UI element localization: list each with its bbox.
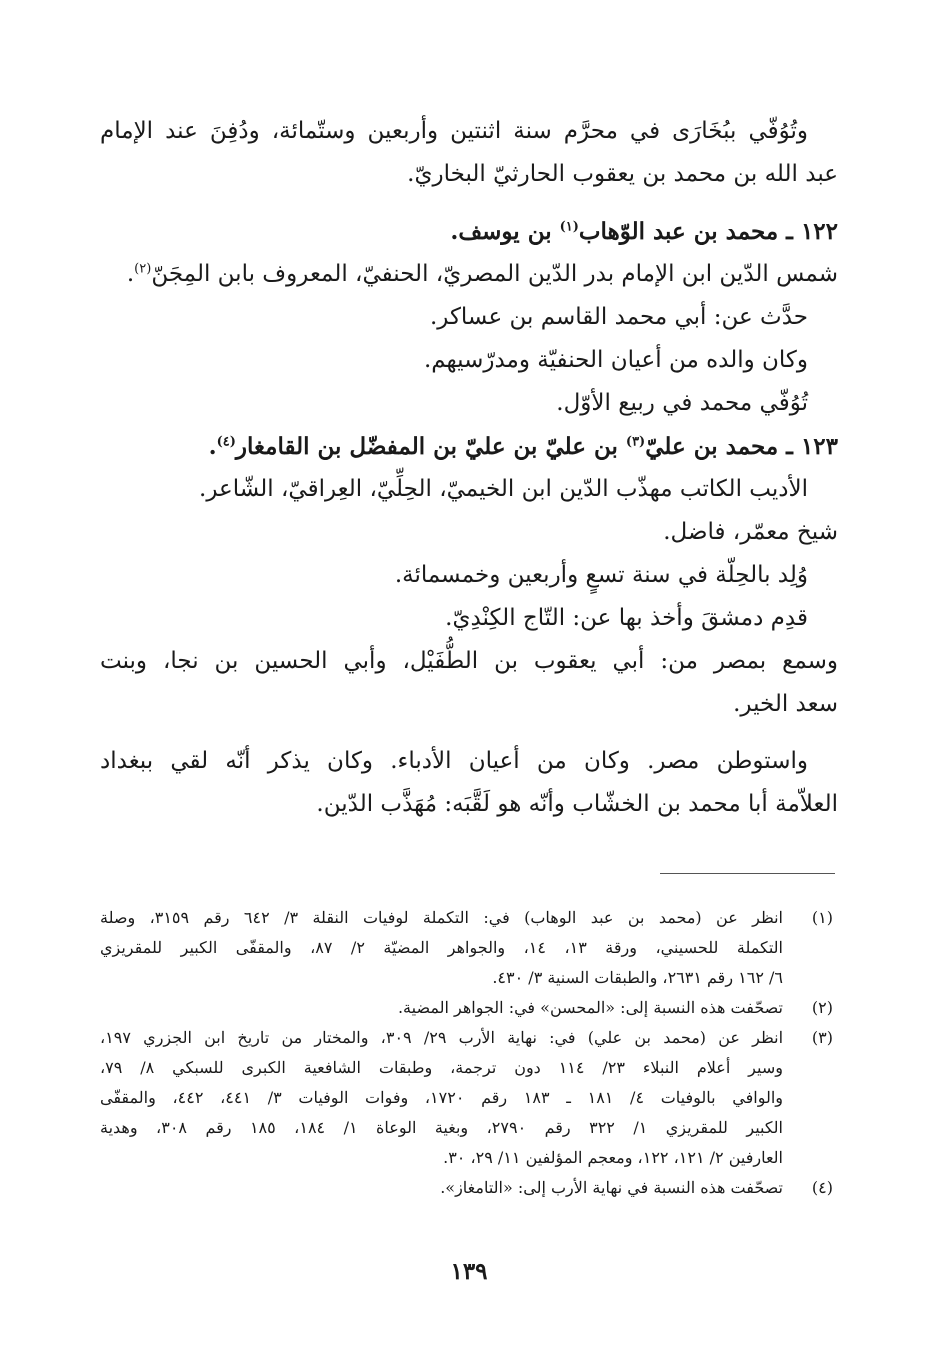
text-span: شمس الدّين ابن الإمام بدر الدّين المصريّ، الحنفيّ، المعروف بابن المِجَنّ bbox=[151, 261, 838, 287]
footnote-line: تصحّفت هذه النسبة إلى: «المحسن» في: الجواهر المضية. bbox=[397, 998, 783, 1017]
footnotes bbox=[100, 903, 838, 1203]
entry-title-end: بن يوسف. bbox=[450, 218, 560, 245]
footnote-number: (٣) bbox=[811, 1028, 833, 1047]
main-text bbox=[100, 110, 838, 826]
footnote-marker: (٣) bbox=[625, 434, 646, 450]
footnote-number: (٤) bbox=[811, 1178, 833, 1197]
text-line: شيخ معمّر، فاضل. bbox=[663, 519, 838, 545]
text-line: تُوُفّي محمد في ربيع الأوّل. bbox=[556, 390, 808, 416]
text-line: وسمع بمصر من: أبي يعقوب بن الطُّفَيْل، وأبي الحسين بن نجا، وبنت bbox=[100, 648, 838, 674]
footnote-line: انظر عن (محمد بن علي) في: نهاية الأرب ٢٩/ ٣٠٩، والمختار من تاريخ ابن الجزري ١٩٧، bbox=[100, 1028, 784, 1047]
footnote-line: العارفين ٢/ ١٢١، ١٢٢، ومعجم المؤلفين ١١/ ٢٩، ٣٠. bbox=[443, 1148, 783, 1167]
entry-title: بن عليّ بن عليّ بن المفضّل بن القامغار bbox=[235, 433, 626, 460]
paragraph-gap bbox=[100, 196, 838, 210]
footnote bbox=[100, 1023, 838, 1173]
footnote-text bbox=[100, 903, 783, 993]
text-line: قدِم دمشقَ وأخذ بها عن: التّاج الكِنْدِيّ. bbox=[445, 605, 808, 631]
entry-title: ١٢٢ ـ محمد بن عبد الوّهاب bbox=[578, 218, 838, 245]
text-line bbox=[100, 253, 838, 296]
text-line: العلاّمة أبا محمد بن الخشّاب وأنّه هو لَقَّبَه: مُهَذَّب الدّين. bbox=[316, 791, 838, 817]
text-line: وتُوُفّي ببُخَارَى في محرَّم سنة اثنتين وأربعين وستّمائة، ودُفِنَ عند الإمام bbox=[100, 118, 808, 144]
text-span: . bbox=[126, 261, 135, 287]
footnote-number: (١) bbox=[811, 908, 833, 927]
entry-heading-123 bbox=[100, 425, 838, 468]
footnote-marker: (٢) bbox=[134, 261, 152, 277]
paragraph-gap bbox=[100, 726, 838, 740]
entry-title: ١٢٣ ـ محمد بن عليّ bbox=[645, 433, 838, 460]
footnote-separator bbox=[660, 873, 835, 874]
footnote-text bbox=[100, 993, 783, 1023]
text-line: حدَّث عن: أبي محمد القاسم بن عساكر. bbox=[429, 304, 808, 330]
footnote-line: التكملة للحسيني، ورقة ١٣، ١٤، والجواهر المضيّة ٢/ ٨٧، والمقفّى الكبير للمقريزي bbox=[100, 938, 783, 957]
footnote-marker: (٤) bbox=[216, 434, 236, 450]
footnote-line: والوافي بالوفيات ٤/ ١٨١ ـ ١٨٣ رقم ١٧٢٠، وفوات الوفيات ٣/ ٤٤١، ٤٤٢، والمقفّى bbox=[100, 1088, 784, 1107]
footnote-text bbox=[100, 1173, 783, 1203]
text-line: وُلِد بالحِلّة في سنة تسعٍ وأربعين وخمسمائة. bbox=[394, 562, 808, 588]
text-line: عبد الله بن محمد بن يعقوب الحارثيّ البخاريّ. bbox=[407, 161, 838, 187]
footnote-line: ٦/ ١٦٢ رقم ٢٦٣١، والطبقات السنية ٣/ ٤٣٠. bbox=[492, 968, 783, 987]
page-number: ١٣٩ bbox=[450, 1258, 488, 1285]
footnote-text bbox=[100, 1023, 783, 1173]
entry-heading-122 bbox=[100, 210, 838, 253]
text-line: الأديب الكاتب مهذّب الدّين ابن الخيميّ، الحِلِّيّ، العِراقيّ، الشّاعر. bbox=[199, 476, 808, 502]
footnote-line: الكبير للمقريزي ١/ ٣٢٢ رقم ٢٧٩٠، وبغية الوعاة ١/ ١٨٤، ١٨٥ رقم ٣٠٨، وهدية bbox=[100, 1118, 784, 1137]
footnote bbox=[100, 1173, 838, 1203]
footnote-number: (٢) bbox=[811, 998, 833, 1017]
footnote-line: انظر عن (محمد بن عبد الوهاب) في: التكملة لوفيات النقلة ٣/ ٦٤٢ رقم ٣١٥٩، وصلة bbox=[100, 908, 784, 927]
text-line: وكان والده من أعيان الحنفيّة ومدرّسيهم. bbox=[423, 347, 808, 373]
text-line: واستوطن مصر. وكان من أعيان الأدباء. وكان يذكر أنّه لقي ببغداد bbox=[100, 748, 808, 774]
footnote-line: تصحّفت هذه النسبة في نهاية الأرب إلى: «التامغاز». bbox=[440, 1178, 783, 1197]
footnote-line: وسير أعلام النبلاء ٢٣/ ١١٤ دون ترجمة، وطبقات الشافعية الكبرى للسبكي ٨/ ٧٩، bbox=[100, 1058, 783, 1077]
footnote-marker: (١) bbox=[559, 219, 579, 235]
footnote bbox=[100, 993, 838, 1023]
text-line: سعد الخير. bbox=[733, 691, 838, 717]
footnote bbox=[100, 903, 838, 993]
entry-title-end: . bbox=[208, 433, 217, 460]
